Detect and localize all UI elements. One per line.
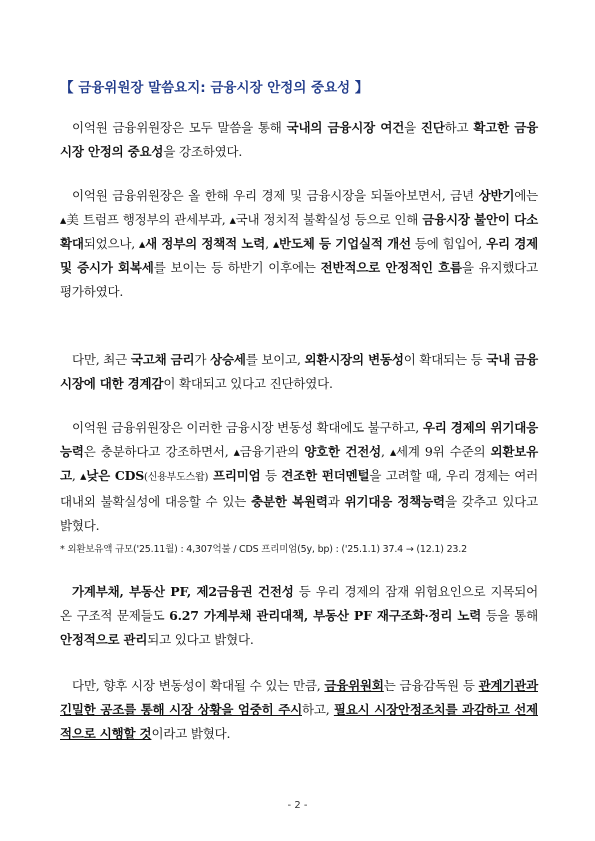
text-span: 등에 힘입어, [410, 236, 487, 251]
paragraph-5 [60, 580, 538, 652]
text-span: 등 [260, 468, 282, 483]
text-span: 을 유지했다고 평가하였다. [60, 260, 539, 299]
text-span: ▴새 정부의 정책적 노력 [139, 236, 266, 251]
text-span: 되었으나, [83, 236, 140, 251]
paragraph-2 [60, 184, 538, 304]
text-span: 양호한 건전성 [304, 444, 382, 459]
text-span: , ▴세계 9위 수준의 [381, 444, 491, 459]
section-heading: 【 금융위원장 말씀요지: 금융시장 안정의 중요성 】 [60, 80, 369, 96]
text-span: 을 강조하였다. [163, 144, 243, 159]
text-span: 충분한 복원력 [251, 494, 328, 509]
paragraph-3 [60, 348, 538, 396]
text-span: 6.27 가계부채 관리대책, 부동산 PF 재구조화·정리 노력 [169, 608, 482, 623]
text-span: 견조한 펀더멘털 [281, 468, 370, 483]
text-span: 우리 경제의 위기대응 능력 [60, 420, 539, 459]
text-span: 금융시장 불안이 다소 확대 [60, 212, 538, 251]
text-span: 상승세 [210, 352, 246, 367]
text-span: 을 갖추고 있다고 밝혔다. [60, 494, 539, 533]
text-span: 안정적으로 관리 [60, 632, 148, 647]
text-span: 다만, 최근 [72, 352, 131, 367]
text-span: 는 금융감독원 등 [383, 678, 479, 693]
text-span: 외환시장의 변동성 [304, 352, 404, 367]
text-span: 외환보유고 [60, 444, 538, 483]
paragraph-6 [60, 674, 538, 746]
text-span: 이 확대되고 있다고 진단하였다. [163, 376, 333, 391]
text-span: 다만, 향후 시장 변동성이 확대될 수 있는 만큼, [72, 678, 325, 693]
text-span: 이억원 금융위원장은 이러한 금융시장 변동성 확대에도 불구하고, [72, 420, 423, 435]
text-span: 과 [327, 494, 345, 509]
text-span: 우리 경제 및 증시가 회복세 [60, 236, 538, 275]
text-span: 금융위원회 [324, 678, 384, 693]
text-span: 등을 통해 [481, 608, 538, 623]
text-span: 하고, [302, 702, 334, 717]
text-span: 프리미엄 [208, 468, 261, 483]
text-span: 확고한 금융시장 안정의 중요성 [60, 120, 539, 159]
text-span: 을 [404, 120, 421, 135]
text-span: 은 충분하다고 강조하면서, ▴금융기관의 [83, 444, 305, 459]
text-span: ▴낮은 CDS [80, 468, 145, 483]
page-number: - 2 - [287, 800, 308, 811]
text-span: , [71, 468, 81, 483]
text-span: 을 고려할 때, 우리 경제는 여러 대내외 불확실성에 대응할 수 있는 [60, 468, 539, 509]
text-span: 전반적으로 안정적인 흐름 [320, 260, 462, 275]
text-span: (신용부도스왑) [144, 472, 209, 483]
text-span: 를 보이고, [245, 352, 305, 367]
text-span: 진단 [420, 120, 445, 135]
text-span: 상반기 [478, 188, 515, 203]
text-span: 국고채 금리 [130, 352, 195, 367]
text-span: 국내 금융시장에 대한 경계감 [60, 352, 538, 391]
text-span: 이 확대되는 등 [403, 352, 487, 367]
text-span: 되고 있다고 밝혔다. [147, 632, 254, 647]
text-span: 를 보이는 등 하반기 이후에는 [153, 260, 321, 275]
text-span: 위기대응 정책능력 [344, 494, 445, 509]
footnote: * 외환보유액 규모('25.11월) : 4,307억불 / CDS 프리미엄(5y, bp) : ('25.1.1) 37.4 → (12.1) 23.2 [60, 544, 467, 555]
text-span: 가계부채, 부동산 PF, 제2금융권 건전성 [72, 584, 294, 599]
text-span: 국내의 금융시장 여건 [286, 120, 405, 135]
text-span: 이억원 금융위원장은 모두 말씀을 통해 [72, 120, 287, 135]
text-span: 에는 ▴美 트럼프 행정부의 관세부과, ▴국내 정치적 불확실성 등으로 인해 [60, 188, 538, 227]
text-span: 이라고 밝혔다. [151, 726, 231, 741]
text-span: , [265, 236, 273, 251]
text-span: 이억원 금융위원장은 올 한해 우리 경제 및 금융시장을 되돌아보면서, 금년 [72, 188, 479, 203]
paragraph-4 [60, 416, 538, 538]
text-span: ▴반도체 등 기업실적 개선 [272, 236, 411, 251]
text-span: 필요시 시장안정조치를 과감하고 선제적으로 시행할 것 [60, 702, 538, 741]
paragraph-1 [60, 116, 538, 164]
text-span: 등 우리 경제의 잠재 위험요인으로 지목되어 온 구조적 문제들도 [60, 584, 538, 623]
text-span: 하고 [444, 120, 474, 135]
text-span: 가 [194, 352, 211, 367]
text-span: 관계기관과 긴밀한 공조를 통해 시장 상황을 엄중히 주시 [60, 678, 538, 717]
